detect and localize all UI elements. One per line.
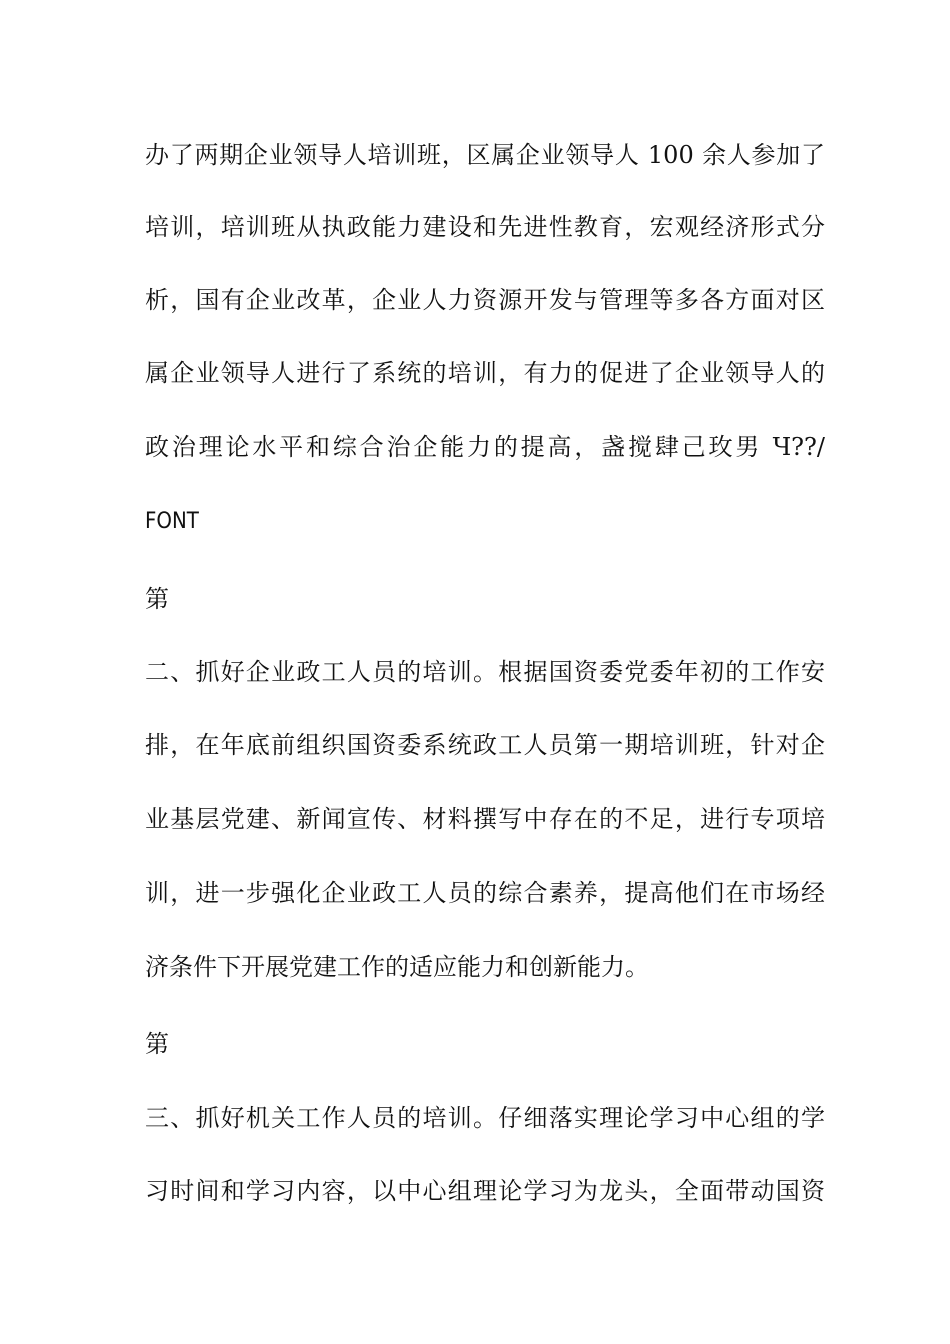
- text-line: 属企业领导人进行了系统的培训，有力的促进了企业领导人的: [145, 359, 825, 387]
- text-line: 三、抓好机关工作人员的培训。仔细落实理论学习中心组的学: [145, 1104, 825, 1132]
- text-line: 业基层党建、新闻宣传、材料撰写中存在的不足，进行专项培: [145, 805, 825, 833]
- text-line: 排，在年底前组织国资委系统政工人员第一期培训班，针对企: [145, 731, 825, 759]
- text-line: 习时间和学习内容，以中心组理论学习为龙头，全面带动国资: [145, 1177, 825, 1205]
- text-line: 二、抓好企业政工人员的培训。根据国资委党委年初的工作安: [145, 658, 825, 686]
- text-line: FONT: [145, 509, 199, 534]
- text-line: 析，国有企业改革，企业人力资源开发与管理等多各方面对区: [145, 286, 825, 314]
- section-marker: 第: [145, 1030, 169, 1058]
- text-line: 培训，培训班从执政能力建设和先进性教育，宏观经济形式分: [145, 213, 825, 241]
- text-line: 办了两期企业领导人培训班，区属企业领导人 100 余人参加了: [145, 141, 825, 169]
- section-marker: 第: [145, 585, 169, 613]
- text-line: 济条件下开展党建工作的适应能力和创新能力。: [145, 953, 649, 981]
- text-line: 政治理论水平和综合治企能力的提高，盏搅肆己玫男 Ч??/: [145, 433, 825, 461]
- text-line: 训，进一步强化企业政工人员的综合素养，提高他们在市场经: [145, 879, 825, 907]
